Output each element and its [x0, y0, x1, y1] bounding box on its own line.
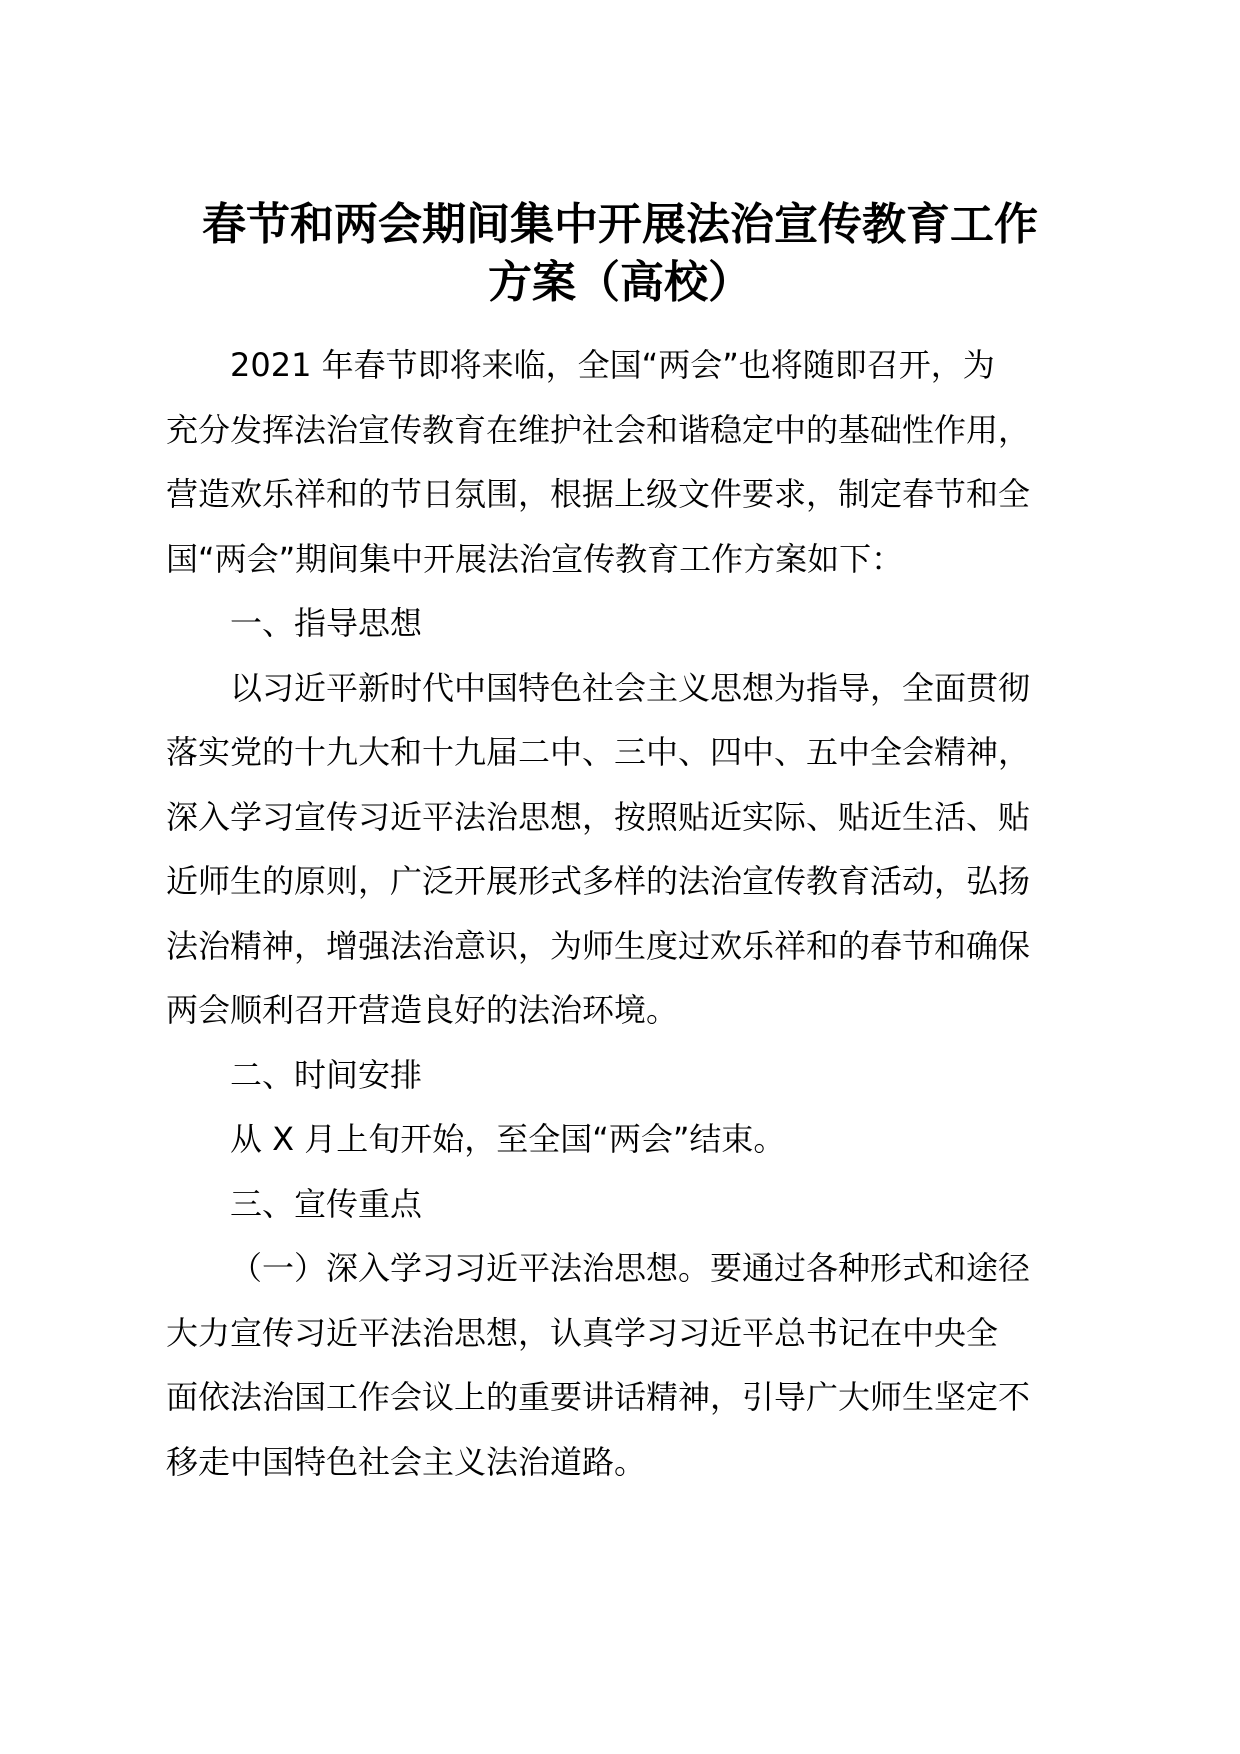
paragraph-line: 法治精神，增强法治意识，为师生度过欢乐祥和的春节和确保: [166, 926, 1031, 965]
section-heading: 三、宣传重点: [230, 1184, 423, 1223]
paragraph-line: （一）深入学习习近平法治思想。要通过各种形式和途径: [230, 1249, 1031, 1287]
paragraph-line: 两会顺利召开营造良好的法治环境。: [166, 991, 679, 1029]
document-body: [166, 333, 1078, 1494]
paragraph-line: 营造欢乐祥和的节日氛围，根据上级文件要求，制定春节和全: [166, 475, 1031, 513]
paragraph-line: 国“两会”期间集中开展法治宣传教育工作方案如下：: [166, 539, 904, 578]
paragraph-line: 以习近平新时代中国特色社会主义思想为指导，全面贯彻: [230, 668, 1031, 707]
section-heading: 一、指导思想: [230, 604, 423, 642]
section-heading: 二、时间安排: [230, 1055, 423, 1094]
paragraph-line: 大力宣传习近平法治思想，认真学习习近平总书记在中央全: [166, 1313, 999, 1352]
title-line-1: 春节和两会期间集中开展法治宣传教育工作: [202, 199, 1038, 250]
paragraph-line: 深入学习宣传习近平法治思想，按照贴近实际、贴近生活、贴: [166, 797, 1031, 836]
paragraph-line: 2021 年春节即将来临，全国“两会”也将随即召开，为: [230, 346, 995, 384]
title-line-2: 方案（高校）: [488, 257, 752, 308]
paragraph-line: 从 X 月上旬开始，至全国“两会”结束。: [230, 1120, 786, 1158]
paragraph-line: 落实党的十九大和十九届二中、三中、四中、五中全会精神，: [166, 733, 1031, 771]
paragraph-line: 面依法治国工作会议上的重要讲话精神，引导广大师生坚定不: [166, 1378, 1031, 1416]
paragraph-line: 充分发挥法治宣传教育在维护社会和谐稳定中的基础性作用，: [166, 410, 1031, 449]
paragraph-line: 移走中国特色社会主义法治道路。: [166, 1442, 647, 1481]
document-title: [160, 196, 1080, 312]
paragraph-line: 近师生的原则，广泛开展形式多样的法治宣传教育活动，弘扬: [166, 862, 1031, 900]
